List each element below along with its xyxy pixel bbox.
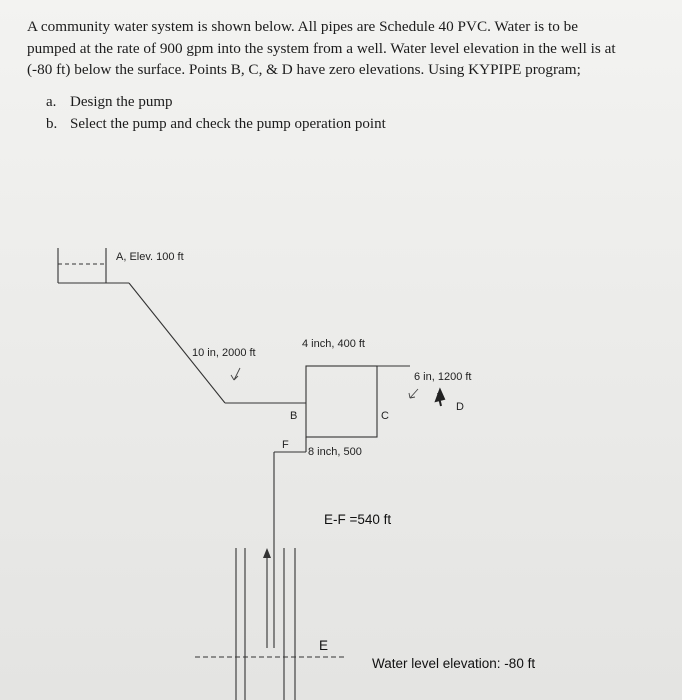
reservoir-a bbox=[58, 248, 106, 283]
checkmark-ab-icon bbox=[231, 368, 240, 380]
checkmark-cd-icon bbox=[409, 389, 418, 398]
label-pipe-bottom: 8 inch, 500 bbox=[308, 446, 362, 458]
pipe-ab bbox=[106, 283, 306, 403]
task-a-tag: a. bbox=[46, 94, 57, 110]
node-e-label: E bbox=[319, 638, 329, 653]
node-f-label: F bbox=[282, 439, 289, 451]
task-a-text: Design the pump bbox=[70, 94, 173, 110]
flow-arrow-icon bbox=[263, 548, 271, 558]
task-b-text: Select the pump and check the pump operation point bbox=[70, 116, 386, 132]
task-b-tag: b. bbox=[46, 116, 58, 132]
label-pipe-loop: 4 inch, 400 ft bbox=[302, 338, 365, 350]
node-d-label: D bbox=[456, 401, 464, 413]
label-water-level: Water level elevation: -80 ft bbox=[372, 656, 536, 671]
label-pipe-ab: 10 in, 2000 ft bbox=[192, 347, 256, 359]
label-ef-length: E-F =540 ft bbox=[324, 512, 392, 527]
label-pipe-cd: 6 in, 1200 ft bbox=[414, 371, 472, 383]
problem-line-3: (-80 ft) below the surface. Points B, C, & D have zero elevations. Using KYPIPE program; bbox=[27, 61, 581, 78]
problem-line-2: pumped at the rate of 900 gpm into the system from a well. Water level elevation in the well is at bbox=[27, 39, 616, 57]
node-c-label: C bbox=[381, 410, 389, 422]
pipe-ef bbox=[267, 437, 306, 648]
label-a-elevation: A, Elev. 100 ft bbox=[116, 251, 184, 263]
well-casing bbox=[236, 548, 295, 700]
node-b-label: B bbox=[290, 410, 298, 422]
pipe-loop bbox=[306, 366, 410, 437]
hydrant-d-icon bbox=[436, 390, 444, 406]
problem-line-1: A community water system is shown below. All pipes are Schedule 40 PVC. Water is to be bbox=[27, 18, 578, 35]
